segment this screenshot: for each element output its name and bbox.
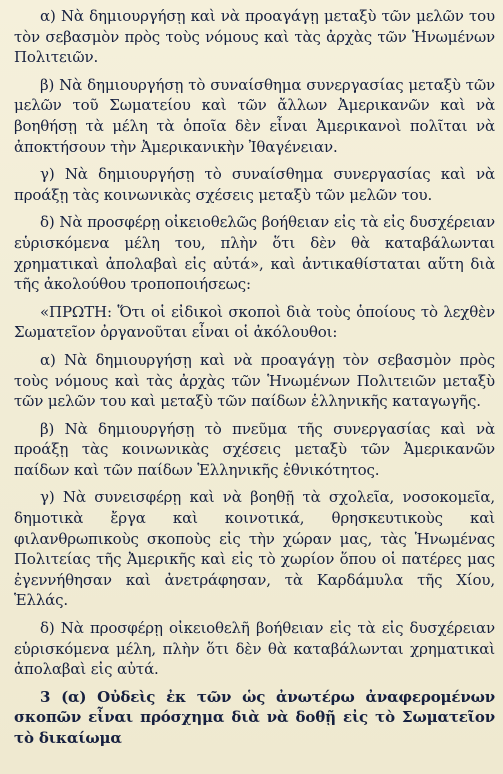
paragraph-alpha-1: α) Νὰ δημιουργήσῃ καὶ νὰ προαγάγῃ μεταξὺ τῶν μελῶν του τὸν σεβασμὸν πρὸς τοὺς νόμους καὶ τὰς ἀρχὰς τῶν Ἡνωμένων Πολιτειῶν. <box>14 7 495 67</box>
document-body <box>14 6 495 749</box>
paragraph-delta-2: δ) Νὰ προσφέρῃ οἰκειοθελῆ βοήθειαν εἰς τὰ εἰς δυσχέρειαν εὑρισκόμενα μέλη, πλὴν ὅτι δὲν θὰ καταβάλωνται χρηματικαὶ ἀπολαβαὶ εἰς αὐτά. <box>14 619 495 679</box>
paragraph-beta-1: β) Νὰ δημιουργήσῃ τὸ συναίσθημα συνεργασίας μεταξὺ τῶν μελῶν τοῦ Σωματείου καὶ τῶν ἄλλων Ἀμερικανῶν καὶ νὰ βοηθήσῃ τὰ μέλη τὰ ὁποῖα δὲν εἶναι Ἀμερικανοὶ πολῖται νὰ ἀποκτήσουν τὴν Ἀμερικανικὴν Ἰθαγένειαν. <box>14 75 495 156</box>
paragraph-beta-2: β) Νὰ δημιουργήσῃ τὸ πνεῦμα τῆς συνεργασίας καὶ νὰ προάξῃ τὰς κοινωνικὰς σχέσεις μεταξὺ τῶν Ἀμερικανῶν παίδων καὶ τῶν παίδων Ἑλληνικῆς ἐθνικότητος. <box>14 419 495 479</box>
paragraph-gamma-2: γ) Νὰ συνεισφέρῃ καὶ νὰ βοηθῇ τὰ σχολεῖα, νοσοκομεῖα, δημοτικὰ ἔργα καὶ κοινοτικά, θρησκευτικοὺς καὶ φιλανθρωπικοὺς σκοποὺς εἰς τὴν χώραν μας, τὰς Ἡνωμένας Πολιτείας τῆς Ἀμερικῆς καὶ εἰς τὸ χωρίον ὅπου οἱ πατέρες μας ἐγεννήθησαν καὶ ἀνετράφησαν, τὰ Καρδάμυλα τῆς Χίου, Ἑλλάς. <box>14 488 495 610</box>
paragraph-gamma-1: γ) Νὰ δημιουργήσῃ τὸ συναίσθημα συνεργασίας καὶ νὰ προάξῃ τὰς κοινωνικὰς σχέσεις μεταξὺ τῶν μελῶν του. <box>14 165 495 204</box>
paragraph-delta-1: δ) Νὰ προσφέρῃ οἰκειοθελῶς βοήθειαν εἰς τὰ εἰς δυσχέρειαν εὑρισκόμενα μέλη του, πλὴν ὅτι δὲν θὰ καταβάλωνται χρηματικαὶ ἀπολαβαὶ εἰς αὐτά», καὶ ἀντικαθίσταται αὕτη διὰ τῆς ἀκολούθου τροποποιήσεως: <box>14 213 495 294</box>
paragraph-first-amendment: «ΠΡΩΤΗ: Ὅτι οἱ εἰδικοὶ σκοποὶ διὰ τοὺς ὁποίους τὸ λεχθὲν Σωματεῖον ὀργανοῦται εἶναι οἱ ἀκόλουθοι: <box>14 302 495 342</box>
paragraph-section-3a: 3 (α) Οὐδεὶς ἐκ τῶν ὡς ἀνωτέρω ἀναφερομένων σκοπῶν εἶναι πρόσχημα διὰ νὰ δοθῇ εἰς τὸ Σωματεῖον τὸ δικαίωμα <box>14 687 495 747</box>
paragraph-alpha-2: α) Νὰ δημιουργήσῃ καὶ νὰ προαγάγῃ τὸν σεβασμὸν πρὸς τοὺς νόμους καὶ τὰς ἀρχὰς τῶν Ἡνωμένων Πολιτειῶν μεταξὺ τῶν μελῶν του καὶ μεταξὺ τῶν παίδων ἑλληνικῆς καταγωγῆς. <box>14 350 495 411</box>
